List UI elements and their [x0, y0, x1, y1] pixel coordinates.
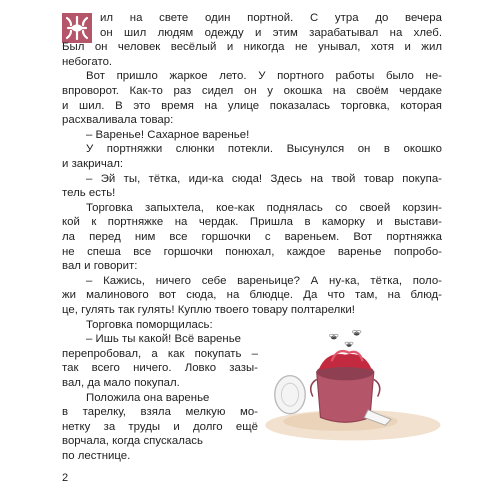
text-line: и шил. В это время на улице показалась торговка, которая — [62, 99, 442, 112]
text-line: ворчала, когда спускалась — [62, 435, 203, 448]
text-line: жи малинового вот сюда, на блюдце. Да что там, на блюд- — [62, 289, 442, 302]
text-line: ил на свете один портной. С утра до вечера — [100, 12, 442, 24]
text-line: тель есть! — [62, 187, 116, 200]
text-line: Положила она варенье — [86, 391, 210, 404]
text-line: перепробовал, а как покупать – — [62, 347, 258, 360]
text-line: Торговка запыхтела, кое-как поднялась со своей корзин- — [86, 201, 442, 214]
text-line: вал и говорит: — [62, 260, 138, 273]
text-line: кой к портняжке на чердак. Пришла в каморку и выстави- — [62, 216, 442, 229]
text-line: Был он человек весёлый и никогда не унывал, хотя и жил — [62, 41, 442, 54]
text-line: – Кажись, ничего себе вареньице? А ну-ка, тётка, поло- — [86, 274, 442, 287]
text-line: в тарелку, взяла мелкую мо- — [62, 406, 258, 419]
text-line: не спеша все горшочки понюхал, каждое варенье попробо- — [62, 245, 442, 258]
text-line: ла перед ним все горшочки с вареньем. Вот портняжка — [62, 231, 442, 243]
text-line: впроворот. Как-то раз сидел он у окошка на своём чердаке — [62, 85, 442, 97]
pot-of-jam-with-flies-icon — [250, 326, 450, 450]
text-line: нетку за труды и долго ещё — [62, 420, 258, 433]
text-line: небогато. — [62, 55, 113, 68]
text-line: расхваливала товар: — [62, 114, 174, 127]
text-line: вал, да мало покупал. — [62, 377, 180, 389]
text-line: – Эй ты, тётка, иди-ка сюда! Здесь на твой товар покупа- — [86, 172, 442, 185]
text-line: це, гулять так гулять! Куплю твоего товару полтарелки! — [62, 304, 355, 316]
text-line: – Ишь ты какой! Всё варенье — [86, 333, 242, 346]
text-line: и закричал: — [62, 158, 124, 170]
text-line: Вот пришло жаркое лето. У портного работы было не- — [86, 70, 442, 83]
page-number: 2 — [62, 472, 69, 484]
text-line: так всего ничего. Ловко зазы- — [62, 362, 258, 375]
text-line: – Варенье! Сахарное варенье! — [86, 128, 250, 141]
text-line: Торговка поморщилась: — [86, 318, 213, 331]
text-line: по лестнице. — [62, 450, 131, 462]
text-line: он шил людям одежду и этим зарабатывал на хлеб. — [100, 26, 442, 39]
text-line: У портняжки слюнки потекли. Высунулся он в окошко — [86, 143, 442, 156]
